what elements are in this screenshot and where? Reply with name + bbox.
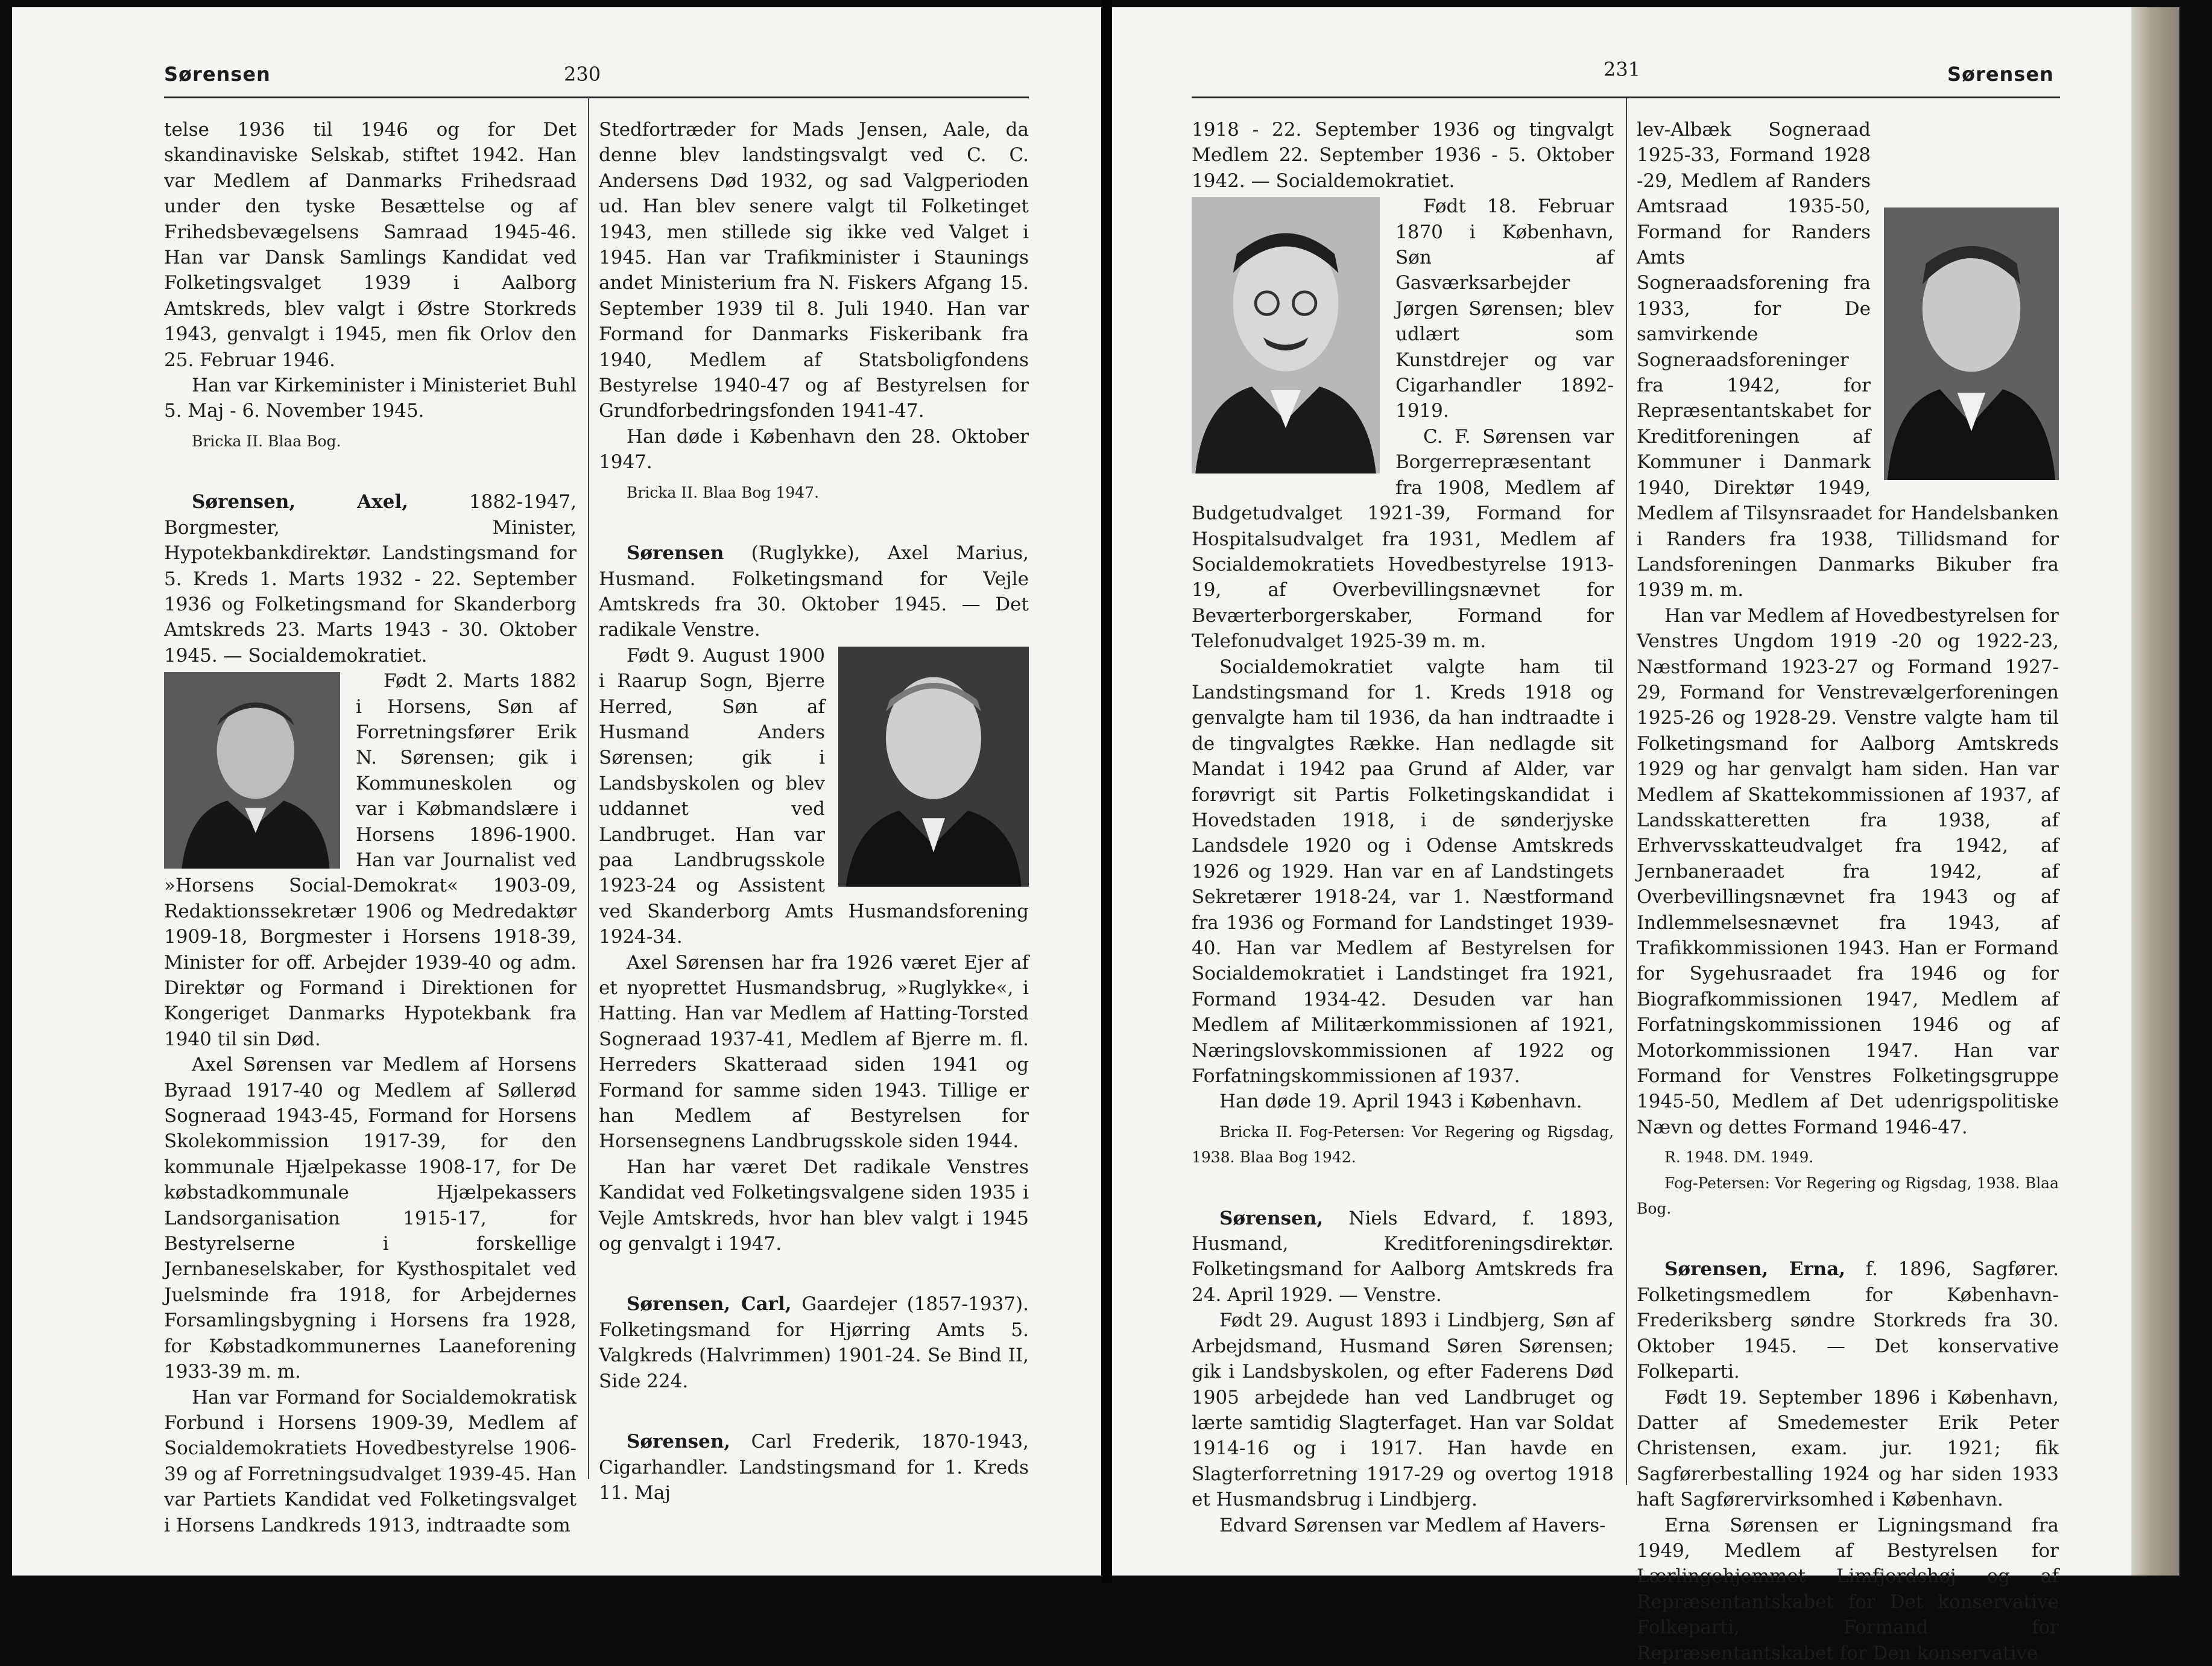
paragraph: Han var Formand for Socialdemokratisk Forbund i Horsens 1909-39, Medlem af Socialdemokratiets Hovedbestyrelse 1906-39 og af Forretningsudvalget 1939-45. Han var Partiets Kandidat ved Folketingsvalget i Horsens Landkreds 1913, indtraadte som — [164, 1386, 577, 1536]
paragraph: Han døde i København den 28. Oktober 1947. — [599, 425, 1029, 474]
left-page — [12, 7, 1101, 1576]
paragraph: telse 1936 til 1946 og for Det skandinaviske Selskab, stiftet 1942. Han var Medlem af Danmarks Frihedsraad under den tyske Besættelse og af Frihedsbevægelsens Samraad 1945-46. Han var Dansk Samlings Kandidat ved Folketingsvalget 1939 i Aalborg Amtskreds, blev valgt i Østre Storkreds 1943, genvalgt i 1945, men fik Orlov den 25. Februar 1946. — [164, 119, 577, 371]
right-column-2 — [1637, 117, 2059, 1666]
portrait-photo-niels-edvard-sorensen — [1884, 207, 2059, 480]
source-note: Bricka II. Blaa Bog. — [192, 432, 341, 450]
paragraph: Han var Medlem af Hovedbestyrelsen for Venstres Ungdom 1919 -20 og 1922-23, Næstformand 1923-27 og Formand 1927-29, Formand for Venstrevælgerforeningen 1925-26 og 1928-29. Venstre valgte ham til Folketingsmand for Aalborg Amtskreds 1929 og har genvalgt ham siden. Han var Medlem af Skattekommissionen af 1937, af Landsskatteretten fra 1938, af Erhvervsskatteudvalget fra 1942, af Jernbaneraadet fra 1942, af Overbevillingsnævnet fra 1943 og af Indlemmelsesnævnet fra 1943, af Trafikkommissionen 1943. Han er Formand for Sygehusraadet fra 1946 og for Biografkommissionen 1947, Medlem af Forfatningskommissionen 1946 og af Motorkommissionen 1947. Han var Formand for Venstres Folketingsgruppe 1945-50, Medlem af Det udenrigspolitiske Nævn og dettes Formand 1946-47. — [1637, 604, 2059, 1138]
entry-header-axel: Sørensen, Axel, 1882-1947, Borgmester, Minister, Hypotekbankdirektør. Landstingsmand for 5. Kreds 1. Marts 1932 - 22. September 1936 og Folketingsmand for Skanderborg Amtskreds 23. Marts 1943 - 30. Oktober 1945. — Socialdemokratiet. — [164, 491, 577, 667]
paragraph: lev-Albæk Sogneraad 1925-33, Formand 1928 -29, Medlem af Randers Amtsraad 1935-50, Formand for Randers Amts Sogneraadsforening fra 1933, for De samvirkende Sogneraadsforeninger fra 1942, for Repræsentantskabet for Kreditforeningen af Kommuner i Danmark 1940, Direktør 1949, Medlem af Tilsynsraadet for Handelsbanken i Randers fra 1938, Tillidsmand for Landsforeningen Danmarks Bikuber fra 1939 m. m. — [1637, 119, 2059, 601]
running-header-name: Sørensen — [164, 63, 271, 86]
left-column-1 — [164, 117, 577, 1538]
entry-carl-frederik: Sørensen, Carl Frederik, 1870-1943, Cigarhandler. Landstingsmand for 1. Kreds 11. Maj — [599, 1431, 1029, 1504]
paragraph: Født 19. September 1896 i København, Datter af Smedemester Erik Peter Christensen, exam. jur. 1921; fik Sagførerbestalling 1924 og har siden 1933 haft Sagførervirksomhed i København. — [1637, 1386, 2059, 1511]
entry-erna: Sørensen, Erna, f. 1896, Sagfører. Folketingsmedlem for København-Frederiksberg søndre Storkreds fra 30. Oktober 1945. — Det konservative Folkeparti. — [1637, 1258, 2059, 1383]
paragraph: Socialdemokratiet valgte ham til Landstingsmand for 1. Kreds 1918 og genvalgte ham til 1936, da han indtraadte i de tingvalgtes Række. Han nedlagde sit Mandat i 1942 paa Grund af Alder, var forøvrigt sit Partis Folketingskandidat i Hovedstaden 1918, i de sønderjyske Landsdele 1920 og i Odense Amtskreds 1926 og 1929. Han var en af Landstingets Sekretærer 1918-24, var 1. Næstformand fra 1936 og Formand for Landstinget 1939-40. Han var Medlem af Bestyrelsen for Socialdemokratiet i Landstinget fra 1921, Formand 1934-42. Desuden var han Medlem af Militærkommissionen af 1921, Næringslovskommissionen af 1922 og Forfatningskommissionen af 1937. — [1192, 656, 1614, 1088]
entry-name: Sørensen, — [1219, 1207, 1324, 1229]
source-note: R. 1948. DM. 1949. — [1664, 1148, 1814, 1167]
paragraph: Axel Sørensen har fra 1926 været Ejer af et nyoprettet Husmandsbrug, »Ruglykke«, i Hatting. Han var Medlem af Hatting-Torsted Sogneraad 1937-41, Medlem af Bjerre m. fl. Herreders Skatteraad siden 1941 og Formand for samme siden 1943. Tillige er han Medlem af Bestyrelsen for Horsensegnens Landbrugsskole siden 1944. — [599, 951, 1029, 1153]
page-number: 231 — [1604, 58, 1641, 81]
paragraph: Han var Kirkeminister i Ministeriet Buhl 5. Maj - 6. November 1945. — [164, 375, 577, 422]
entry-name: Sørensen, Erna, — [1664, 1258, 1846, 1281]
paragraph: Axel Sørensen var Medlem af Horsens Byraad 1917-40 og Medlem af Søllerød Sogneraad 1943-45, Formand for Horsens Skolekommission 1917-39, for den kommunale Hjælpekasse 1908-17, for De købstadkommunale Hjælpekassers Landsorganisation 1915-17, for Bestyrelserne i forskellige Jernbaneselskaber, for Kysthospitalet ved Juelsminde fra 1918, for Arbejdernes Forsamlingsbygning i Horsens fra 1928, for Købstadkommunernes Laaneforening 1933-39 m. m. — [164, 1054, 577, 1383]
column-divider — [588, 98, 589, 1479]
page-number: 230 — [564, 63, 601, 86]
paragraph: 1918 - 22. September 1936 og tingvalgt Medlem 22. September 1936 - 5. Oktober 1942. — Socialdemokratiet. — [1192, 119, 1614, 192]
entry-name: Sørensen — [627, 542, 724, 565]
paragraph: Stedfortræder for Mads Jensen, Aale, da denne blev landstingsvalgt ved C. C. Andersens Død 1932, og sad Valgperioden ud. Han blev senere valgt til Folketinget 1943, men stillede sig ikke ved Valget i 1945. Han var Trafikminister i Staunings andet Ministerium fra N. Fiskers Afgang 15. September 1939 til 8. Juli 1940. Han var Formand for Danmarks Fiskeribank fra 1940, Medlem af Statsboligfondens Bestyrelse 1940-47 og af Bestyrelsen for Grundforbedringsfonden 1941-47. — [599, 119, 1029, 422]
entry-name: Sørensen, Carl, — [627, 1293, 792, 1316]
source-note: Bricka II. Blaa Bog 1947. — [627, 483, 820, 501]
paragraph: Han har været Det radikale Venstres Kandidat ved Folketingsvalgene siden 1935 i Vejle Amtskreds, hvor han blev valgt i 1945 og genvalgt i 1947. — [599, 1156, 1029, 1255]
header-rule — [164, 97, 1029, 98]
entry-name: Sørensen, Axel, — [192, 491, 408, 513]
paragraph: Født 18. Februar 1870 i København, Søn af Gasværksarbejder Jørgen Sørensen; blev udlært som Kunstdrejer og var Cigarhandler 1892-1919. — [1395, 195, 1614, 422]
paragraph: Født 2. Marts 1882 i Horsens, Søn af Forretningsfører Erik N. Sørensen; gik i Kommuneskolen og var i Købmandslære i Horsens 1896-1900. Han var Journalist ved »Horsens Social-Demokrat« 1903-09, Redaktionssekretær 1906 og Medredaktør 1909-18, Borgmester i Horsens 1918-39, Minister for off. Arbejder 1939-40 og adm. Direktør og Formand i Direktionen for Kongeriget Danmarks Hypotekbank fra 1940 til sin Død. — [164, 670, 577, 1050]
running-header-name: Sørensen — [1947, 63, 2054, 86]
source-note: Bricka II. Fog-Petersen: Vor Regering og Rigsdag, 1938. Blaa Bog 1942. — [1192, 1123, 1614, 1167]
paragraph: Edvard Sørensen var Medlem af Havers- — [1219, 1514, 1606, 1536]
page-edge-right — [2131, 7, 2179, 1576]
portrait-photo-axel-marius-sorensen — [838, 647, 1029, 887]
right-column-1 — [1192, 117, 1614, 1538]
entry-niels-edvard: Sørensen, Niels Edvard, f. 1893, Husmand, Kreditforeningsdirektør. Folketingsmand for Aalborg Amtskreds fra 24. April 1929. — Venstre. — [1192, 1207, 1614, 1306]
paragraph: Erna Sørensen er Ligningsmand fra 1949, Medlem af Bestyrelsen for Lærlingehjemmet Limfjordshøj og af Repræsentantskabet for Det konservative Folkeparti, Formand for Repræsentantskabet for Den konservative — [1637, 1514, 2059, 1664]
column-divider — [1626, 98, 1627, 1485]
right-page — [1112, 7, 2131, 1664]
paragraph: C. F. Sørensen var Borgerrepræsentant fra 1908, Medlem af Budgetudvalget 1921-39, Formand for Hospitalsudvalget fra 1931, Medlem af Socialdemokratiets Hovedbestyrelse 1913-19, af Overbevillingsnævnet for Beværterborgerskaber, Formand for Telefonudvalget 1925-39 m. m. — [1192, 425, 1614, 653]
left-column-2 — [599, 117, 1029, 1506]
entry-header-axel-marius: Sørensen (Ruglykke), Axel Marius, Husmand. Folketingsmand for Vejle Amtskreds fra 30. Oktober 1945. — Det radikale Venstre. — [599, 542, 1029, 641]
book-spine — [1101, 0, 1112, 1583]
entry-carl: Sørensen, Carl, Gaardejer (1857-1937). Folketingsmand for Hjørring Amts 5. Valgkreds (Halvrimmen) 1901-24. Se Bind II, Side 224. — [599, 1293, 1029, 1392]
paragraph: Han døde 19. April 1943 i København. — [1219, 1091, 1582, 1113]
portrait-photo-axel-sorensen — [164, 672, 340, 869]
paragraph: Født 29. August 1893 i Lindbjerg, Søn af Arbejdsmand, Husmand Søren Sørensen; gik i Landsbyskolen, og efter Faderens Død 1905 arbejdede han ved Landbruget og lærte samtidig Slagterfaget. Han var Soldat 1914-16 og i 1917. Han havde en Slagterforretning 1917-29 og overtog 1918 et Husmandsbrug i Lindbjerg. — [1192, 1310, 1614, 1511]
entry-name: Sørensen, — [627, 1431, 731, 1453]
source-note: Fog-Petersen: Vor Regering og Rigsdag, 1938. Blaa Bog. — [1637, 1174, 2059, 1218]
paragraph: Født 9. August 1900 i Raarup Sogn, Bjerre Herred, Søn af Husmand Anders Sørensen; gik i Landsbyskolen og blev uddannet ved Landbruget. Han var paa Landbrugsskole 1923-24 og Assistent ved Skanderborg Amts Husmandsforening 1924-34. — [599, 644, 1029, 948]
portrait-photo-carl-frederik-sorensen — [1192, 197, 1380, 474]
